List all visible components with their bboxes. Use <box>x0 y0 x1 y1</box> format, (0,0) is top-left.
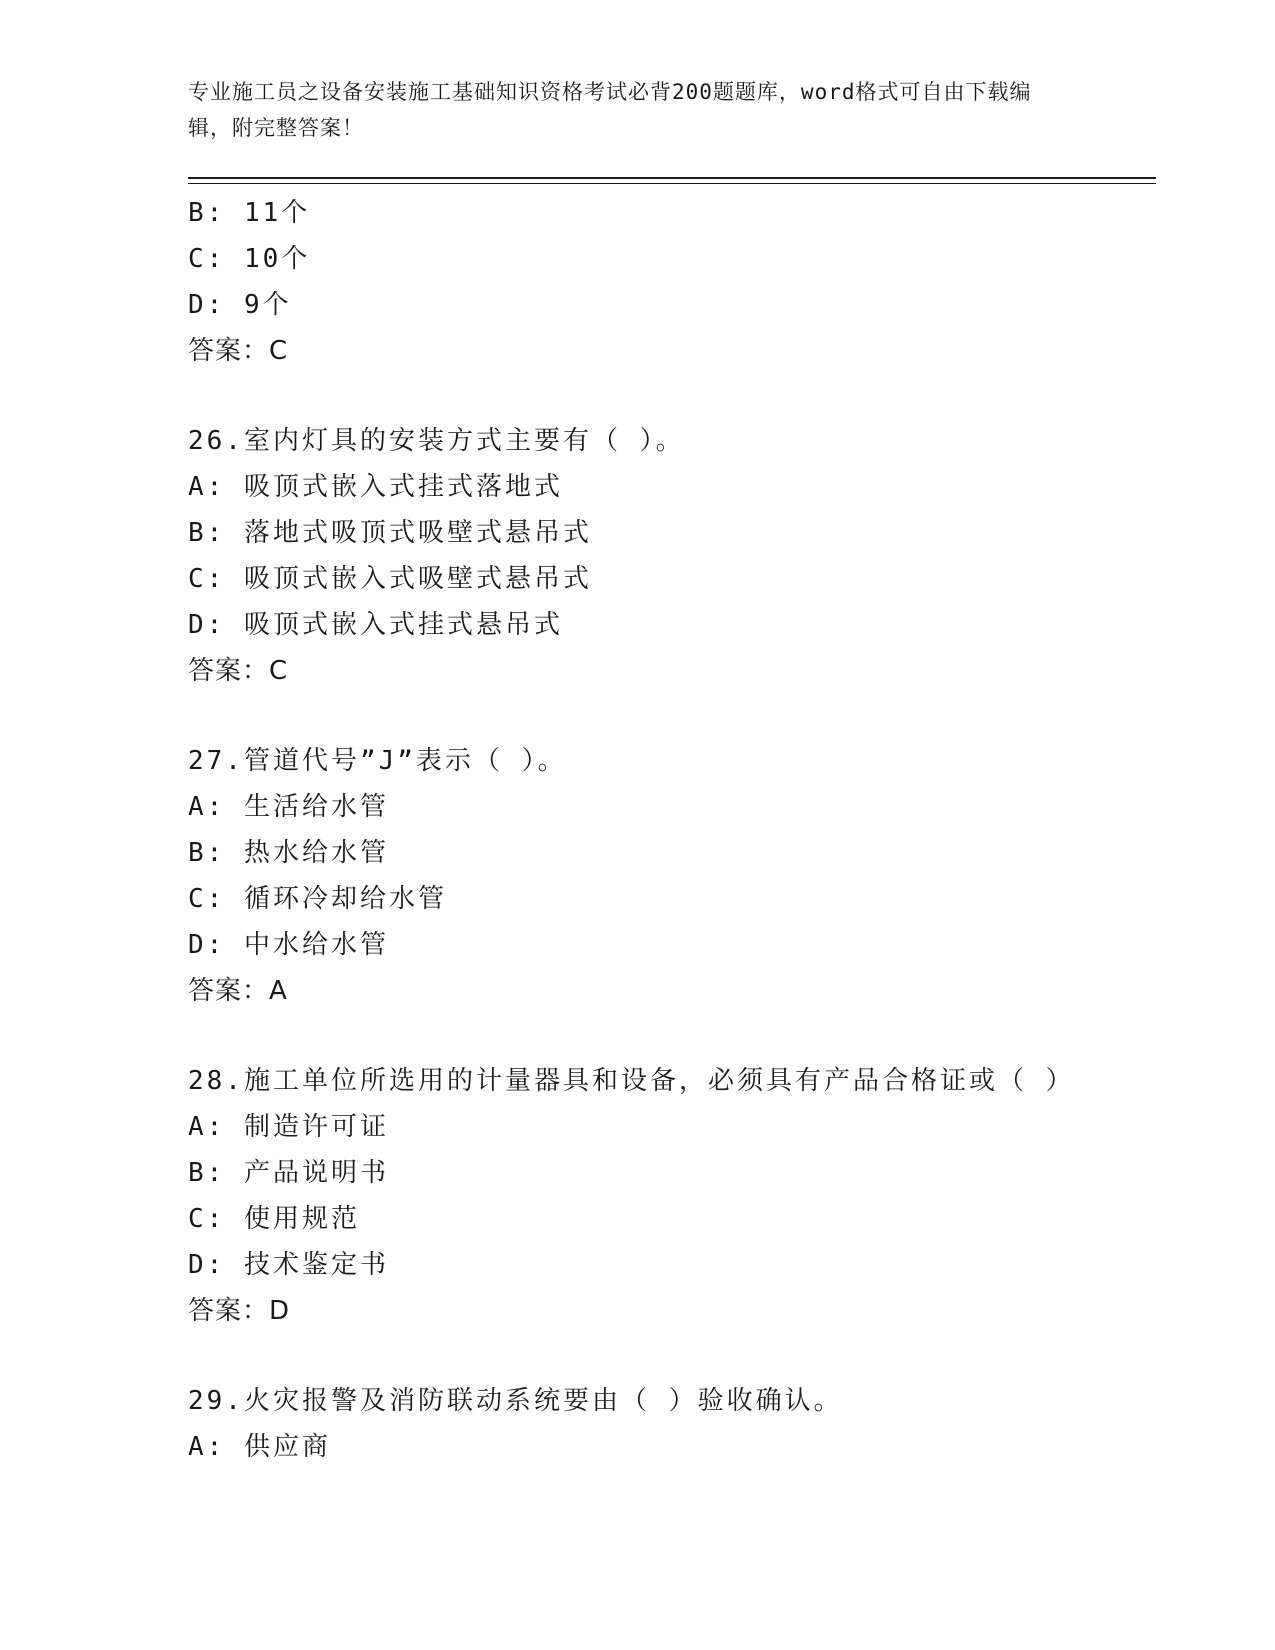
option-a: A: 供应商 <box>188 1432 331 1462</box>
header-rule-thick <box>188 177 1156 179</box>
document-header: 专业施工员之设备安装施工基础知识资格考试必背200题题库，word格式可自由下载编辑，附完整答案！ <box>188 80 1032 140</box>
answer-line: 答案：D <box>188 1296 291 1326</box>
option-c: C: 10个 <box>188 244 311 274</box>
question-29 <box>188 1378 1148 1470</box>
option-c: C: 循环冷却给水管 <box>188 884 447 914</box>
option-d: D: 中水给水管 <box>188 930 389 960</box>
question-stem: 26.室内灯具的安装方式主要有（ ）。 <box>188 426 685 456</box>
option-c: C: 使用规范 <box>188 1204 360 1234</box>
answer-line: 答案：C <box>188 336 289 366</box>
option-b: B: 11个 <box>188 198 311 228</box>
option-b: B: 产品说明书 <box>188 1158 389 1188</box>
question-28 <box>188 1058 1148 1334</box>
option-b: B: 热水给水管 <box>188 838 389 868</box>
question-stem: 28.施工单位所选用的计量器具和设备，必须具有产品合格证或（ ） <box>188 1066 1075 1096</box>
answer-line: 答案：C <box>188 656 289 686</box>
option-a: A: 吸顶式嵌入式挂式落地式 <box>188 472 563 502</box>
option-d: D: 9个 <box>188 290 292 320</box>
answer-line: 答案：A <box>188 976 288 1006</box>
question-26 <box>188 418 1148 694</box>
option-d: D: 吸顶式嵌入式挂式悬吊式 <box>188 610 563 640</box>
question-27 <box>188 738 1148 1014</box>
option-a: A: 制造许可证 <box>188 1112 389 1142</box>
option-b: B: 落地式吸顶式吸壁式悬吊式 <box>188 518 592 548</box>
option-d: D: 技术鉴定书 <box>188 1250 389 1280</box>
question-stem: 27.管道代号”J”表示（ ）。 <box>188 746 567 776</box>
option-a: A: 生活给水管 <box>188 792 389 822</box>
question-fragment <box>188 190 1148 374</box>
header-rule-thin <box>188 183 1156 184</box>
question-stem: 29.火灾报警及消防联动系统要由（ ）验收确认。 <box>188 1386 843 1416</box>
option-c: C: 吸顶式嵌入式吸壁式悬吊式 <box>188 564 592 594</box>
question-list <box>188 190 1148 1470</box>
